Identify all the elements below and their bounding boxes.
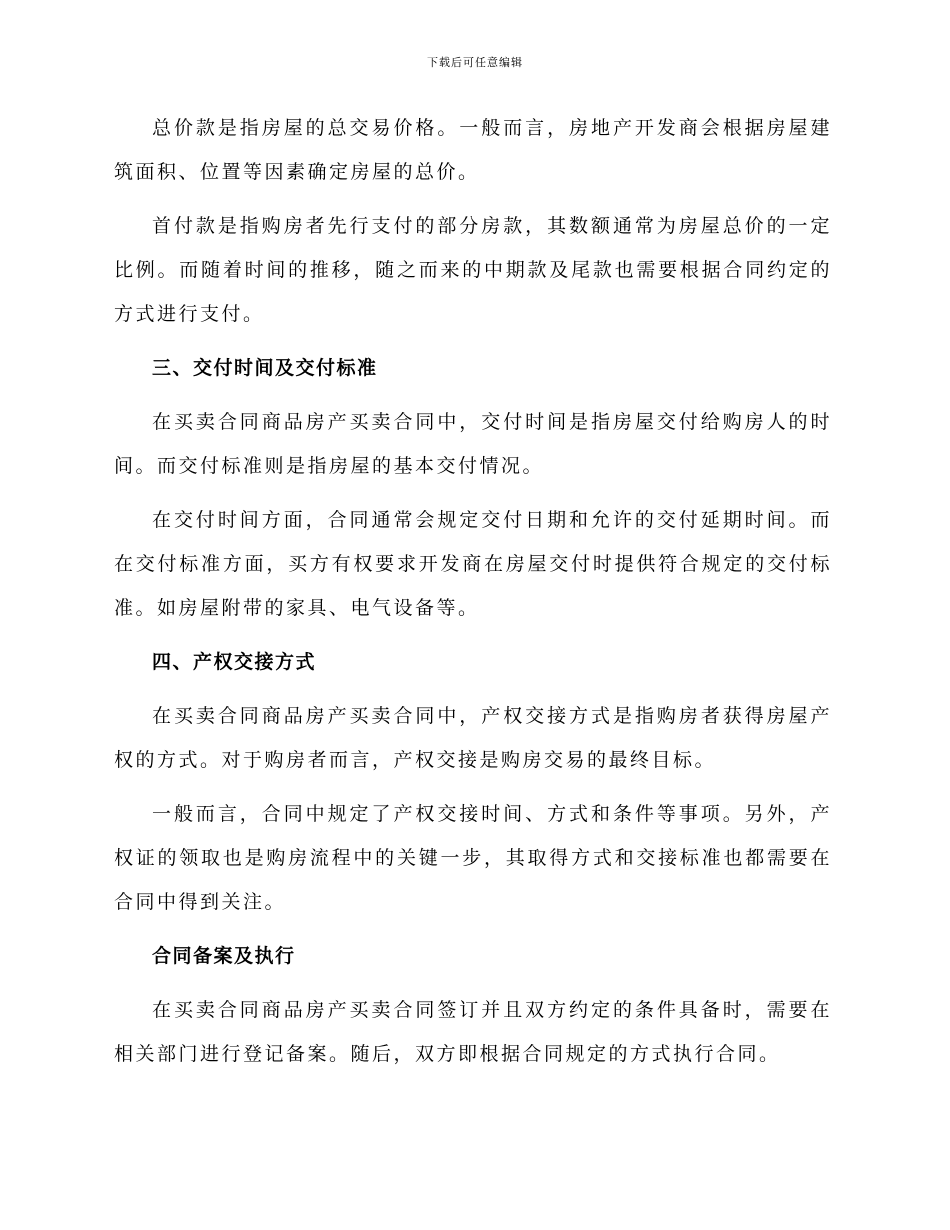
paragraph-delivery-terms: 在交付时间方面，合同通常会规定交付日期和允许的交付延期时间。而在交付标准方面，买方有权要求开发商在房屋交付时提供符合规定的交付标准。如房屋附带的家具、电气设备等。	[114, 509, 832, 619]
paragraph-property-rights-terms: 一般而言，合同中规定了产权交接时间、方式和条件等事项。另外，产权证的领取也是购房流程中的关键一步，其取得方式和交接标准也都需要在合同中得到关注。	[114, 803, 832, 913]
paragraph-down-payment: 首付款是指购房者先行支付的部分房款，其数额通常为房屋总价的一定比例。而随着时间的推移，随之而来的中期款及尾款也需要根据合同约定的方式进行支付。	[114, 215, 832, 325]
paragraph-delivery-definition: 在买卖合同商品房产买卖合同中，交付时间是指房屋交付给购房人的时间。而交付标准则是指房屋的基本交付情况。	[114, 411, 832, 477]
section-heading-filing: 合同备案及执行	[152, 945, 296, 967]
paragraph-filing: 在买卖合同商品房产买卖合同签订并且双方约定的条件具备时，需要在相关部门进行登记备案。随后，双方即根据合同规定的方式执行合同。	[114, 999, 832, 1065]
section-heading-property-rights: 四、产权交接方式	[152, 651, 317, 673]
paragraph-property-rights-definition: 在买卖合同商品房产买卖合同中，产权交接方式是指购房者获得房屋产权的方式。对于购房者而言，产权交接是购房交易的最终目标。	[114, 705, 832, 771]
page-header: 下载后可任意编辑	[427, 56, 523, 69]
document-body	[114, 106, 832, 1086]
paragraph-total-price: 总价款是指房屋的总交易价格。一般而言，房地产开发商会根据房屋建筑面积、位置等因素确定房屋的总价。	[114, 117, 832, 183]
section-heading-delivery: 三、交付时间及交付标准	[152, 357, 378, 379]
